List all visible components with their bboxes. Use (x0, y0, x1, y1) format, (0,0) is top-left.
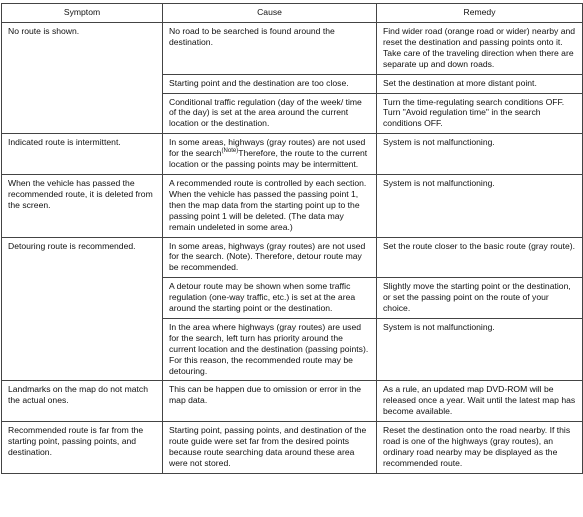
header-remedy: Remedy (377, 4, 583, 23)
cause-cell: A recommended route is controlled by each section. When the vehicle has passed the passing point 1, then the map data from the starting point up to the passing point 1 will be deleted. (The data may remain undeleted in some area.) (163, 174, 377, 237)
symptom-cell: Landmarks on the map do not match the actual ones. (2, 381, 163, 422)
header-cause: Cause (163, 4, 377, 23)
remedy-cell: Turn the time-regulating search conditions OFF. Turn "Avoid regulation time" in the search conditions OFF. (377, 93, 583, 134)
cause-cell: This can be happen due to omission or error in the map data. (163, 381, 377, 422)
cause-cell: A detour route may be shown when some traffic regulation (one-way traffic, etc.) is set at the area around the starting point or the destination. (163, 278, 377, 319)
table-row (2, 381, 583, 422)
cause-cell: Starting point and the destination are too close. (163, 74, 377, 93)
table-row (2, 422, 583, 474)
symptom-cell: Detouring route is recommended. (2, 237, 163, 381)
remedy-cell: System is not malfunctioning. (377, 134, 583, 175)
table-row (2, 134, 583, 175)
remedy-cell: System is not malfunctioning. (377, 174, 583, 237)
remedy-cell: As a rule, an updated map DVD-ROM will be released once a year. Wait until the latest map has become available. (377, 381, 583, 422)
cause-cell: In the area where highways (gray routes) are used for the search, left turn has priority around the current location and the destination (passing points). For this reason, the recommended route may be detouring. (163, 318, 377, 381)
troubleshooting-table (1, 3, 583, 474)
cause-cell: Conditional traffic regulation (day of the week/ time of the day) is set at the area around the current location or the destination. (163, 93, 377, 134)
table-row (2, 237, 583, 278)
remedy-cell: Set the route closer to the basic route (gray route). (377, 237, 583, 278)
remedy-cell: Reset the destination onto the road nearby. If this road is one of the highways (gray routes), an ordinary road nearby may be displayed as the recommended route. (377, 422, 583, 474)
remedy-cell: Set the destination at more distant point. (377, 74, 583, 93)
table-header-row (2, 4, 583, 23)
cause-text: In some areas, highways (gray routes) are not used for the search (169, 137, 366, 159)
symptom-cell: Indicated route is intermittent. (2, 134, 163, 175)
symptom-cell: When the vehicle has passed the recommended route, it is deleted from the screen. (2, 174, 163, 237)
header-symptom: Symptom (2, 4, 163, 23)
symptom-cell: Recommended route is far from the starting point, passing points, and destination. (2, 422, 163, 474)
cause-cell: Starting point, passing points, and destination of the route guide were set far from the desired points because route searching data around these area were not stored. (163, 422, 377, 474)
symptom-cell: No route is shown. (2, 23, 163, 134)
table-row (2, 174, 583, 237)
table-row (2, 23, 583, 75)
remedy-cell: System is not malfunctioning. (377, 318, 583, 381)
cause-cell: In some areas, highways (gray routes) are not used for the search. (Note). Therefore, detour route may be recommended. (163, 237, 377, 278)
remedy-cell: Find wider road (orange road or wider) nearby and reset the destination and passing points onto it. Take care of the traveling direction when there are separate up and down roads. (377, 23, 583, 75)
note-marker: (Note) (221, 148, 239, 155)
remedy-cell: Slightly move the starting point or the destination, or set the passing point on the route of your choice. (377, 278, 583, 319)
cause-text: Therefore, the route to the current location or the passing points may be intermittent. (169, 148, 368, 170)
cause-cell (163, 134, 377, 175)
cause-cell: No road to be searched is found around the destination. (163, 23, 377, 75)
